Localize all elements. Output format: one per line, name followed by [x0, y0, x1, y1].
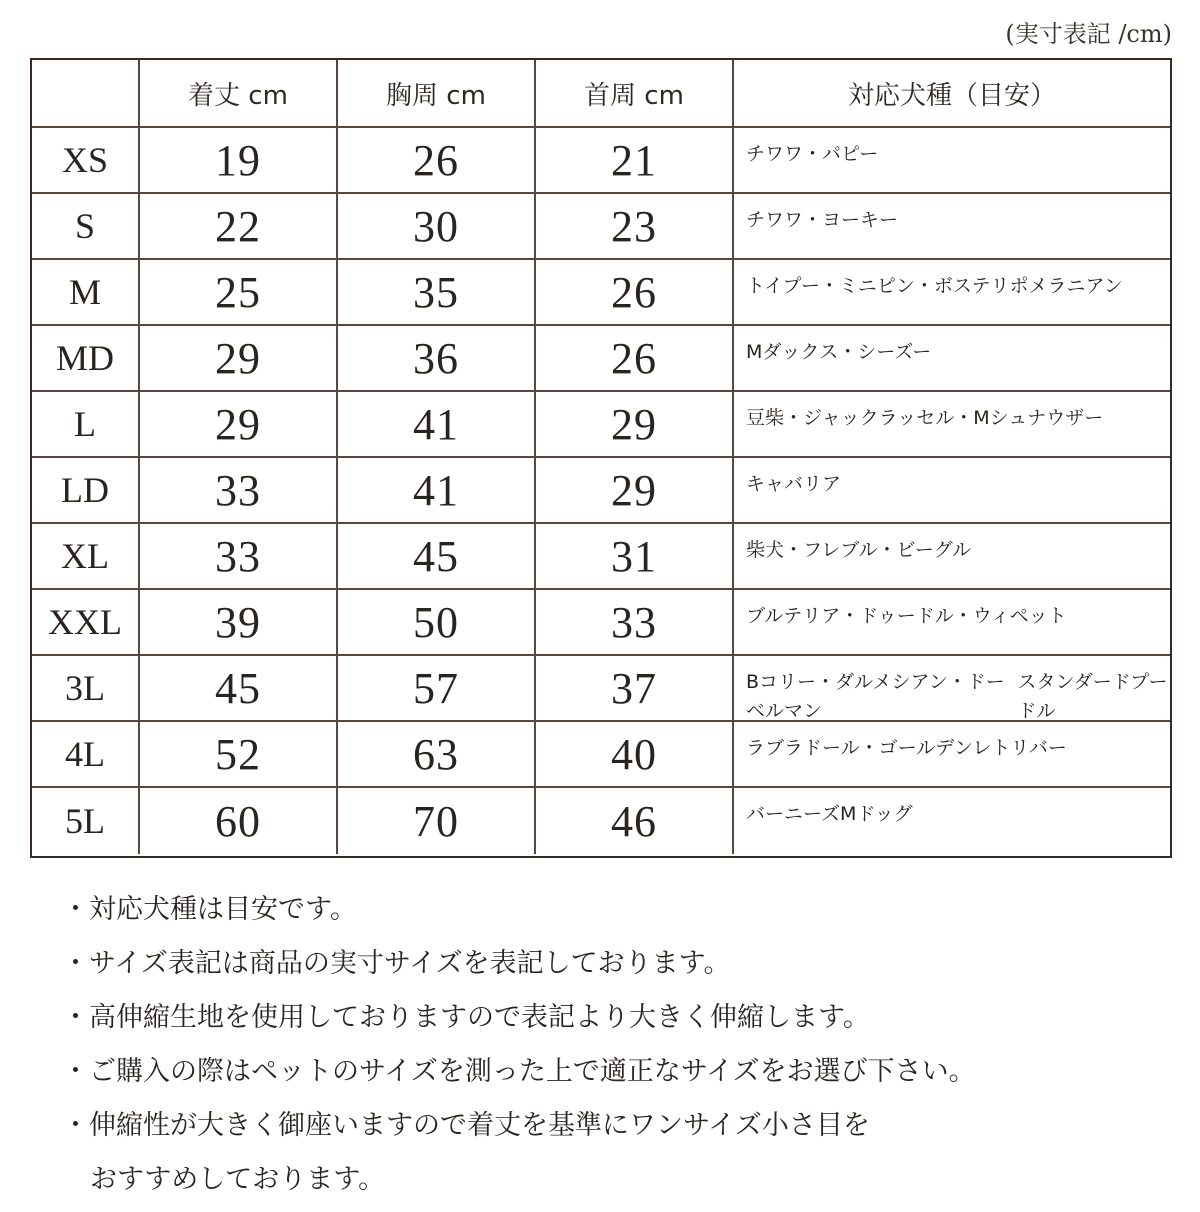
neck-cell: 37	[536, 656, 734, 720]
chest-cell: 63	[338, 722, 536, 786]
neck-cell: 26	[536, 326, 734, 390]
table-row	[32, 722, 1170, 788]
breed-line: バーニーズMドッグ	[746, 803, 913, 825]
note-item: おすすめしております。	[90, 1164, 386, 1195]
note-item: ・対応犬種は目安です。	[62, 894, 357, 925]
breeds-cell	[734, 260, 1170, 324]
note-item: ・サイズ表記は商品の実寸サイズを表記しております。	[62, 948, 731, 979]
header-breeds: 対応犬種（目安）	[847, 80, 1056, 111]
length-cell: 33	[140, 458, 338, 522]
table-row	[32, 524, 1170, 590]
table-body	[32, 128, 1170, 854]
size-cell: S	[32, 194, 140, 258]
breeds-cell	[734, 656, 1170, 720]
table-row	[32, 326, 1170, 392]
breeds-cell	[734, 392, 1170, 456]
neck-cell: 23	[536, 194, 734, 258]
breed-line: ポメラニアン	[1009, 275, 1123, 297]
length-cell: 52	[140, 722, 338, 786]
header-neck: 首周 cm	[536, 60, 734, 126]
note-item: ・高伸縮生地を使用しておりますので表記より大きく伸縮します。	[62, 1002, 870, 1033]
table-row	[32, 194, 1170, 260]
table-row	[32, 590, 1170, 656]
chest-cell: 35	[338, 260, 536, 324]
chest-cell: 36	[338, 326, 536, 390]
table-row	[32, 458, 1170, 524]
length-cell: 29	[140, 392, 338, 456]
breeds-cell	[734, 590, 1170, 654]
breed-line: 柴犬・フレブル・ビーグル	[746, 539, 972, 561]
breed-line: ラブラドール・ゴールデンレトリバー	[746, 737, 1067, 759]
length-cell: 39	[140, 590, 338, 654]
length-cell: 25	[140, 260, 338, 324]
breed-line: Mダックス・シーズー	[746, 341, 932, 363]
size-cell: XXL	[32, 590, 140, 654]
breed-line: チワワ・ヨーキー	[746, 209, 899, 231]
length-cell: 22	[140, 194, 338, 258]
chest-cell: 41	[338, 392, 536, 456]
table-header-row	[32, 60, 1170, 128]
table-row	[32, 392, 1170, 458]
neck-cell: 29	[536, 392, 734, 456]
size-cell: M	[32, 260, 140, 324]
size-cell: 3L	[32, 656, 140, 720]
note-item: ・伸縮性が大きく御座いますので着丈を基準にワンサイズ小さ目を	[62, 1110, 870, 1141]
size-cell: MD	[32, 326, 140, 390]
size-table	[30, 58, 1172, 858]
chest-cell: 70	[338, 788, 536, 854]
breed-line: トイプー・ミニピン・ボステリ	[746, 275, 1010, 297]
breed-line: ブルテリア・ドゥードル・ウィペット	[746, 605, 1067, 627]
breed-line: キャバリア	[746, 473, 842, 495]
neck-cell: 33	[536, 590, 734, 654]
size-cell: 4L	[32, 722, 140, 786]
table-row	[32, 260, 1170, 326]
table-row	[32, 788, 1170, 854]
neck-cell: 40	[536, 722, 734, 786]
neck-cell: 26	[536, 260, 734, 324]
breeds-cell	[734, 326, 1170, 390]
table-row	[32, 656, 1170, 722]
neck-cell: 29	[536, 458, 734, 522]
neck-cell: 46	[536, 788, 734, 854]
notes-list	[62, 888, 1172, 1212]
neck-cell: 31	[536, 524, 734, 588]
size-cell: XS	[32, 128, 140, 192]
chest-cell: 30	[338, 194, 536, 258]
chest-cell: 41	[338, 458, 536, 522]
length-cell: 19	[140, 128, 338, 192]
length-cell: 33	[140, 524, 338, 588]
size-cell: LD	[32, 458, 140, 522]
breed-line: スタンダードプードル	[1017, 671, 1168, 722]
length-cell: 60	[140, 788, 338, 854]
breed-line: Bコリー・ダルメシアン・ドーベルマン	[746, 671, 1005, 722]
size-cell: L	[32, 392, 140, 456]
header-size	[32, 60, 140, 126]
breeds-cell	[734, 722, 1170, 786]
unit-note: (実寸表記 /cm)	[1005, 20, 1172, 48]
table-row	[32, 128, 1170, 194]
chest-cell: 50	[338, 590, 536, 654]
breed-line: チワワ・パピー	[746, 143, 879, 165]
breeds-cell	[734, 458, 1170, 522]
size-cell: XL	[32, 524, 140, 588]
breed-line: 豆柴・ジャックラッセル・Mシュナウザー	[746, 407, 1104, 429]
chest-cell: 26	[338, 128, 536, 192]
breeds-cell	[734, 788, 1170, 854]
header-length: 着丈 cm	[140, 60, 338, 126]
neck-cell: 21	[536, 128, 734, 192]
chest-cell: 57	[338, 656, 536, 720]
chest-cell: 45	[338, 524, 536, 588]
breeds-cell	[734, 524, 1170, 588]
header-chest: 胸周 cm	[338, 60, 536, 126]
length-cell: 45	[140, 656, 338, 720]
size-cell: 5L	[32, 788, 140, 854]
breeds-cell	[734, 128, 1170, 192]
length-cell: 29	[140, 326, 338, 390]
breeds-cell	[734, 194, 1170, 258]
note-item: ・ご購入の際はペットのサイズを測った上で適正なサイズをお選び下さい。	[62, 1056, 976, 1087]
